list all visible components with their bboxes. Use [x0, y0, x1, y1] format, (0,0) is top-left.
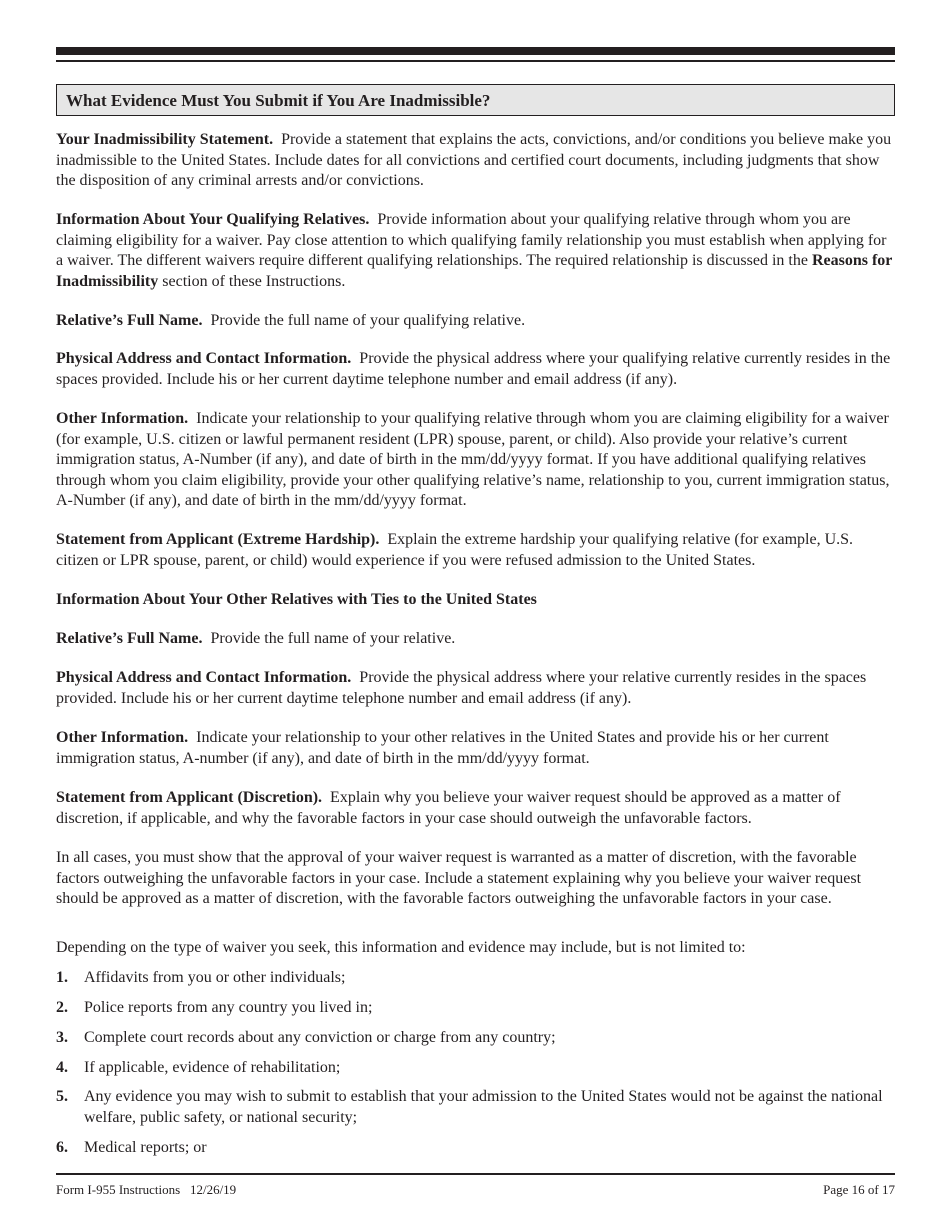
paragraph-text: Provide the physical address where your qualifying relative currently resides in the spaces provided. Include his or her current daytime telephone number and email address (if any). — [56, 350, 891, 388]
list-item — [56, 968, 896, 989]
paragraph-all-cases: In all cases, you must show that the approval of your waiver request is warranted as a matter of discretion, with the favorable factors outweighing the unfavorable factors in your case. Include a statement explaining why you believe your waiver request should be approved as a matter of discretion, with the favorable factors outweighing the unfavorable factors in your case. — [56, 849, 862, 907]
paragraph-heading: Statement from Applicant (Extreme Hardship). — [56, 531, 380, 548]
page-number: Page 16 of 17 — [823, 1182, 895, 1197]
list-number: 5. — [56, 1088, 68, 1105]
list-text: Affidavits from you or other individuals; — [84, 969, 346, 986]
paragraph-qualifying-full-name — [56, 311, 896, 332]
paragraph-other-info — [56, 728, 896, 769]
paragraph-text: Provide a statement that explains the acts, convictions, and/or conditions you believe make you inadmissible to the United States. Include dates for all convictions and certified court documents, including judgments that show the disposition of any criminal arrests and/or convictions. — [56, 131, 892, 189]
list-item — [56, 1138, 896, 1159]
paragraph-discretion — [56, 788, 896, 829]
paragraph-heading: Relative’s Full Name. — [56, 630, 203, 647]
paragraph-heading: Your Inadmissibility Statement. — [56, 131, 274, 148]
paragraph-depending: Depending on the type of waiver you seek, this information and evidence may include, but is not limited to: — [56, 939, 746, 956]
footer-rule — [56, 1173, 895, 1175]
paragraph-text: Explain why you believe your waiver request should be approved as a matter of discretion, if applicable, and why the favorable factors in your case should outweigh the unfavorable factors. — [56, 789, 841, 827]
paragraph-qualifying-relatives — [56, 210, 896, 292]
paragraph-heading: Statement from Applicant (Discretion). — [56, 789, 323, 806]
paragraph-heading: Physical Address and Contact Information. — [56, 669, 352, 686]
paragraph-text: Provide information about your qualifying relative through whom you are claiming eligibility for a waiver. Pay close attention to which qualifying family relationship you must establish when applying for a waiver. The different waivers require different qualifying relationships. The required relationship is discussed in the — [56, 211, 887, 269]
list-number: 6. — [56, 1139, 68, 1156]
paragraph-heading: Physical Address and Contact Information. — [56, 350, 352, 367]
paragraph-other-address — [56, 668, 896, 709]
header-rule-thin — [56, 60, 895, 62]
subheading-text: Information About Your Other Relatives with Ties to the United States — [56, 591, 537, 608]
list-text: Police reports from any country you lived in; — [84, 999, 373, 1016]
paragraph-heading: Information About Your Qualifying Relatives. — [56, 211, 370, 228]
paragraph-text: Indicate your relationship to your other relatives in the United States and provide his or her current immigration status, A-number (if any), and date of birth in the mm/dd/yyyy format. — [56, 729, 829, 767]
list-number: 2. — [56, 999, 68, 1016]
list-text: Any evidence you may wish to submit to establish that your admission to the United States would not be against the national welfare, public safety, or national security; — [84, 1088, 883, 1126]
list-item — [56, 1087, 896, 1128]
paragraph-other-full-name — [56, 629, 896, 650]
paragraph-text: Provide the physical address where your relative currently resides in the spaces provided. Include his or her current daytime telephone number and email address (if any). — [56, 669, 867, 707]
list-number: 4. — [56, 1059, 68, 1076]
section-title-box — [56, 84, 895, 116]
paragraph-text: Indicate your relationship to your qualifying relative through whom you are claiming eligibility for a waiver (for example, U.S. citizen or lawful permanent resident (LPR) spouse, parent, or child). Also provide your relative’s current immigration status, A-Number (if any), and date of birth in the mm/dd/yyyy format. If you have additional qualifying relatives through whom you claim eligibility, provide your other qualifying relative’s name, relationship to you, current immigration status, A-Number (if any), and date of birth in the mm/dd/yyyy format. — [56, 410, 890, 509]
form-identifier: Form I-955 Instructions 12/26/19 — [56, 1182, 237, 1197]
section-title: What Evidence Must You Submit if You Are Inadmissible? — [66, 91, 491, 110]
list-item — [56, 1028, 896, 1049]
list-text: Medical reports; or — [84, 1139, 207, 1156]
paragraph-inadmissibility-statement — [56, 130, 896, 192]
list-item — [56, 1058, 896, 1079]
section-reference: Reasons for Inadmissibility — [56, 252, 893, 290]
list-text: If applicable, evidence of rehabilitation; — [84, 1059, 341, 1076]
paragraph-text: Provide the full name of your qualifying relative. — [210, 312, 526, 329]
paragraph-qualifying-other-info — [56, 409, 896, 512]
list-number: 3. — [56, 1029, 68, 1046]
paragraph-extreme-hardship — [56, 530, 896, 571]
paragraph-heading: Other Information. — [56, 410, 189, 427]
paragraph-text: Provide the full name of your relative. — [210, 630, 456, 647]
paragraph-qualifying-address — [56, 349, 896, 390]
subheading-other-relatives — [56, 590, 896, 611]
list-number: 1. — [56, 969, 68, 986]
list-item — [56, 998, 896, 1019]
paragraph-heading: Other Information. — [56, 729, 189, 746]
paragraph-heading: Relative’s Full Name. — [56, 312, 203, 329]
paragraph-text-end: section of these Instructions. — [162, 272, 346, 290]
header-rule-thick — [56, 47, 895, 55]
list-text: Complete court records about any conviction or charge from any country; — [84, 1029, 556, 1046]
paragraph-text: Explain the extreme hardship your qualifying relative (for example, U.S. citizen or LPR spouse, parent, or child) would experience if you were refused admission to the United States. — [56, 531, 854, 569]
